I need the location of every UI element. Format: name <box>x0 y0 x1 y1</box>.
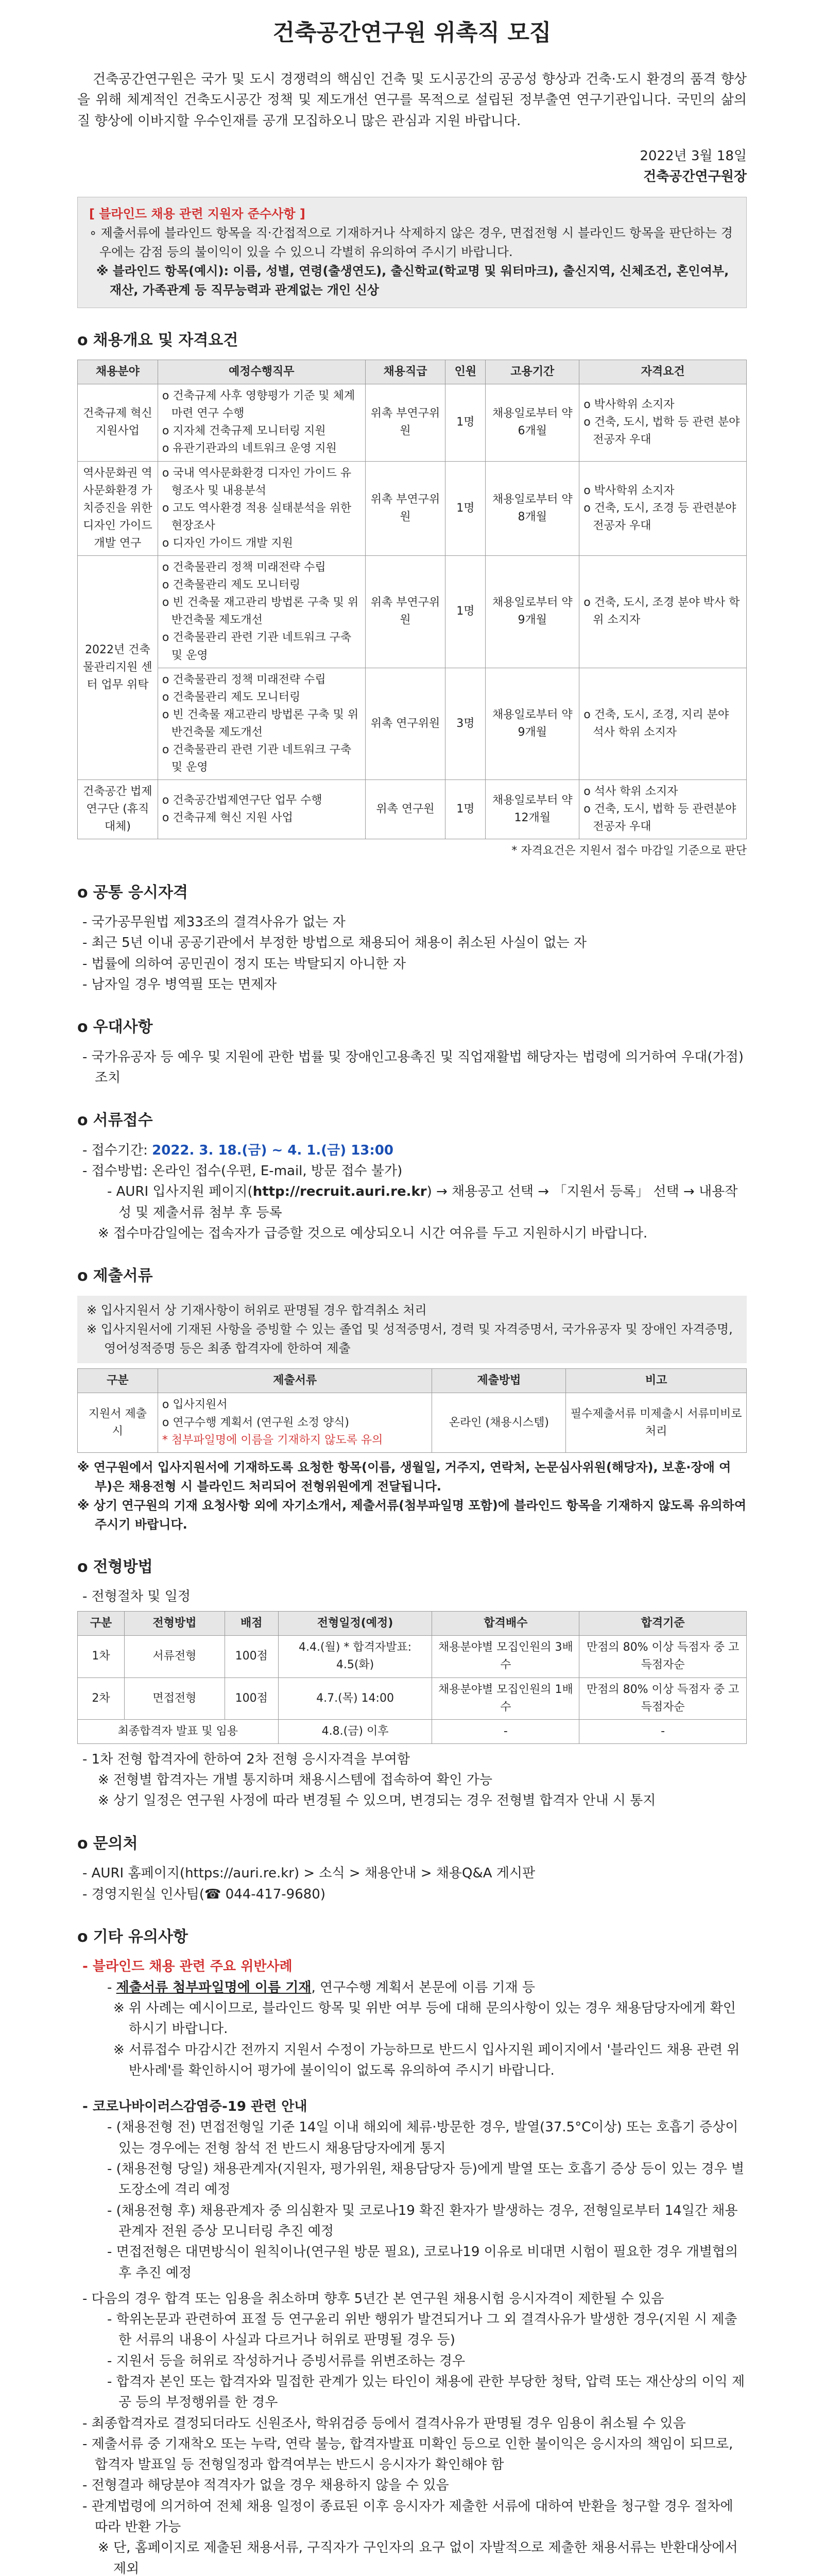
intro-paragraph: 건축공간연구원은 국가 및 도시 경쟁력의 핵심인 건축 및 도시공간의 공공성 향상과 건축·도시 환경의 품격 향상을 위해 체계적인 건축도시공간 정책 및 제도개선 연구를 목적으로 설립된 정부출연 연구기관입니다. 국민의 삶의 질 향상에 이바지할 우수인재를 공개 모집하오니 많은 관심과 지원 바랍니다. <box>77 72 747 129</box>
list-item: - (채용전형 당일) 채용관계자(지원자, 평가위원, 채용담당자 등)에게 발열 또는 호흡기 증상 등이 있는 경우 별도장소에 격리 예정 <box>107 2161 745 2198</box>
list-item: - 지원서 등을 허위로 작성하거나 증빙서류를 위변조하는 경우 <box>107 2353 466 2369</box>
section-title-preference: o 우대사항 <box>77 1018 153 1037</box>
table-row: 건축규제 혁신 지원사업 o 건축규제 사후 영향평가 기준 및 체계 마련 연구 수행 o 지자체 건축규제 모니터링 지원 o 유관기관과의 네트워크 운영 지원 위촉 부연구위원 1명 채용일로부터 약 6개월 o 박사학위 소지자 o 건축, 도시, 법학 등 관련 분야 전공자 우대 <box>78 384 747 461</box>
section-title-common: o 공통 응시자격 <box>77 883 188 902</box>
positions-table <box>77 360 747 839</box>
blind-warning-note: ※ 상기 연구원의 기재 요청사항 외에 자기소개서, 제출서류(첨부파일명 포함)에 블라인드 항목을 기재하지 않도록 유의하여 주시기 바랍니다. <box>77 1498 747 1532</box>
notice-date: 2022년 3월 18일 <box>640 148 747 164</box>
misc-list <box>77 1956 747 2576</box>
blind-items-note: ※ 블라인드 항목(예시): 이름, 성별, 연령(출생연도), 출신학교(학교명 및 워터마크), 출신지역, 신체조건, 혼인여부, 재산, 가족관계 등 직무능력과 관계없는 개인 신상 <box>96 264 729 298</box>
list-item: - 최근 5년 이내 공공기관에서 부정한 방법으로 채용되어 채용이 취소된 사실이 없는 자 <box>82 935 587 951</box>
blind-process-note: ※ 연구원에서 입사지원서에 기재하도록 요청한 항목(이름, 생월일, 거주지, 연락처, 논문심사위원(해당자), 보훈·장애 여부)은 채용전형 시 블라인드 처리되어 전형위원에게 전달됩니다. <box>77 1460 731 1494</box>
list-item: ※ 단, 홈페이지로 제출된 채용서류, 구직자가 구인자의 요구 없이 자발적으로 제출한 채용서류는 반환대상에서 제외 <box>98 2540 738 2576</box>
list-item: ※ 전형별 합격자는 개별 통지하며 채용시스템에 접속하여 확인 가능 <box>98 1772 493 1788</box>
reception-list <box>77 1140 747 1244</box>
table-row: 역사문화권 역사문화환경 가치증진을 위한 디자인 가이드 개발 연구 o 국내 역사문화환경 디자인 가이드 유형조사 및 내용분석 o 고도 역사환경 적용 실태분석을 위한 현장조사 o 디자인 가이드 개발 지원 위촉 부연구위원 1명 채용일로부터 약 8개월 o 박사학위 소지자 o 건축, 도시, 조경 등 관련분야 전공자 우대 <box>78 461 747 555</box>
blind-notice-text: ∘ 제출서류에 블라인드 항목을 직·간접적으로 기재하거나 삭제하지 않은 경우, 면접전형 시 블라인드 항목을 판단하는 경우에는 감점 등의 불이익이 있을 수 있으니 각별히 유의하여 주시기 바랍니다. <box>89 225 733 260</box>
positions-table-header: 채용분야 예정수행직무 채용직급 인원 고용기간 자격요건 <box>78 360 747 384</box>
list-item: - 면접전형은 대면방식이 원칙이나(연구원 방문 필요), 코로나19 이유로 비대면 시험이 필요한 경우 개별협의 후 추진 예정 <box>107 2244 739 2281</box>
list-item: - 관계법령에 의거하여 전체 채용 일정이 종료된 이후 응시자가 제출한 서류에 대하여 반환을 청구할 경우 절차에 따라 반환 가능 <box>82 2498 733 2535</box>
list-item: - 전형결과 해당분야 적격자가 없을 경우 채용하지 않을 수 있음 <box>82 2478 449 2494</box>
qualification-note: * 자격요건은 지원서 접수 마감일 기준으로 판단 <box>511 844 747 858</box>
recruit-site-link[interactable]: http://recruit.auri.re.kr <box>252 1184 427 1200</box>
blind-notice-box <box>77 197 747 308</box>
list-item: ※ 위 사례는 예시이므로, 블라인드 항목 및 위반 여부 등에 대해 문의사항이 있는 경우 채용담당자에게 확인하시기 바랍니다. <box>113 2000 736 2037</box>
list-item: - 남자일 경우 병역필 또는 면제자 <box>82 976 277 992</box>
selection-table: 구분 전형방법 배점 전형일정(예정) 합격배수 합격기준 1차 서류전형 100점 4.4.(월) * 합격자발표: 4.5(화) 채용분야별 모집인원의 3배수 만점의 80% 이상 득점자 중 고득점자순 2차 면접전형 100점 4.7.(목) 14:00 채용분야별 모집인원의 1배수 만점의 80% 이상 득점자 중 고득점자순 최종합격자 발표 및 임용 4.8.(금) 이후 - - <box>77 1611 747 1744</box>
blind-violation-heading: - 블라인드 채용 관련 주요 위반사례 <box>82 1959 293 1975</box>
section-bullet: o <box>77 331 88 349</box>
list-item: - 다음의 경우 합격 또는 임용을 취소하며 향후 5년간 본 연구원 채용시험 응시자격이 제한될 수 있음 <box>82 2291 664 2307</box>
list-item: - 제출서류 중 기재착오 또는 누락, 연락 불능, 합격자발표 미확인 등으로 인한 불이익은 응시자의 책임이 되므로, 합격자 발표일 등 전형일정과 합격여부는 반드시 응시자가 확인해야 함 <box>82 2436 733 2473</box>
list-item: ※ 서류접수 마감시간 전까지 지원서 수정이 가능하므로 반드시 입사지원 페이지에서 '블라인드 채용 관련 위반사례'를 확인하시어 평가에 불이익이 없도록 유의하여 주시기 바랍니다. <box>113 2042 740 2078</box>
covid-heading: - 코로나바이러스감염증-19 관련 안내 <box>82 2099 307 2115</box>
selection-intro: - 전형절차 및 일정 <box>82 1589 191 1604</box>
list-item: - 국가공무원법 제33조의 결격사유가 없는 자 <box>82 914 346 930</box>
section-title-overview: o 채용개요 및 자격요건 <box>77 331 238 349</box>
page-title: 건축공간연구원 위촉직 모집 <box>272 20 552 46</box>
section-title-reception: o 서류접수 <box>77 1111 153 1130</box>
table-row: o 건축물관리 정책 미래전략 수립 o 건축물관리 제도 모니터링 o 빈 건축물 재고관리 방법론 구축 및 위반건축물 제도개선 o 건축물관리 관련 기관 네트워크 구축 및 운영 위촉 연구위원 3명 채용일로부터 약 9개월 o 건축, 도시, 조경, 지리 분야 석사 학위 소지자 <box>78 668 747 780</box>
section-title-documents: o 제출서류 <box>77 1267 153 1285</box>
reception-period: - 접수기간: 2022. 3. 18.(금) ~ 4. 1.(금) 13:00 <box>82 1142 393 1158</box>
list-item: - 학위논문과 관련하여 표절 등 연구윤리 위반 행위가 발견되거나 그 외 결격사유가 발생한 경우(지원 시 제출한 서류의 내용이 사실과 다르거나 허위로 판명될 경우 등) <box>107 2312 737 2348</box>
contact-list <box>77 1863 747 1905</box>
list-item: ※ 상기 일정은 연구원 사정에 따라 변경될 수 있으며, 변경되는 경우 전형별 합격자 안내 시 통지 <box>98 1793 656 1809</box>
reception-note: ※ 접수마감일에는 접속자가 급증할 것으로 예상되오니 시간 여유를 두고 지원하시기 바랍니다. <box>98 1226 648 1242</box>
documents-notice-box: ※ 입사지원서 상 기재사항이 허위로 판명될 경우 합격취소 처리 ※ 입사지원서에 기재된 사항을 증빙할 수 있는 졸업 및 성적증명서, 경력 및 자격증명서, 국가유공자 및 장애인 자격증명, 영어성적증명 등은 최종 합격자에 한하여 제출 <box>77 1296 747 1364</box>
table-row: 2차 면접전형 100점 4.7.(목) 14:00 채용분야별 모집인원의 1배수 만점의 80% 이상 득점자 중 고득점자순 <box>78 1677 747 1719</box>
reception-method: - 접수방법: 온라인 접수(우편, E-mail, 방문 접수 불가) <box>82 1163 403 1179</box>
section-title-contact: o 문의처 <box>77 1834 138 1853</box>
preference-text: - 국가유공자 등 예우 및 지원에 관한 법률 및 장애인고용촉진 및 직업재활법 해당자는 법령에 의거하여 우대(가점) 조치 <box>82 1049 744 1086</box>
table-row: 최종합격자 발표 및 임용 4.8.(금) 이후 - - <box>78 1719 747 1743</box>
reception-auri-steps: - AURI 입사지원 페이지(http://recruit.auri.re.kr) → 채용공고 선택 → 「지원서 등록」 선택 → 내용작성 및 제출서류 첨부 후 등록 <box>107 1184 738 1221</box>
list-item: - 합격자 본인 또는 합격자와 밀접한 관계가 있는 타인이 채용에 관한 부당한 청탁, 압력 또는 재산상의 이익 제공 등의 부정행위를 한 경우 <box>107 2374 745 2411</box>
list-item: - 최종합격자로 결정되더라도 신원조사, 학위검증 등에서 결격사유가 판명될 경우 임용이 취소될 수 있음 <box>82 2415 686 2431</box>
list-item: - (채용전형 전) 면접전형일 기준 14일 이내 해외에 체류·방문한 경우, 발열(37.5°C이상) 또는 호흡기 증상이 있는 경우에는 전형 참석 전 반드시 채용담당자에게 통지 <box>107 2120 739 2156</box>
notice-org: 건축공간연구원장 <box>643 169 747 185</box>
section-title-selection: o 전형방법 <box>77 1557 153 1576</box>
section-title-misc: o 기타 유의사항 <box>77 1927 188 1946</box>
common-requirements-list <box>77 912 747 995</box>
table-row: 2022년 건축물관리지원 센터 업무 위탁 o 건축물관리 정책 미래전략 수립 o 건축물관리 제도 모니터링 o 빈 건축물 재고관리 방법론 구축 및 위반건축물 제도개선 o 건축물관리 관련 기관 네트워크 구축 및 운영 위촉 부연구위원 1명 채용일로부터 약 9개월 o 건축, 도시, 조경 분야 박사 학위 소지자 <box>78 556 747 668</box>
blind-notice-title: [ 블라인드 채용 관련 지원자 준수사항 ] <box>89 206 305 221</box>
documents-table: 구분 제출서류 제출방법 비고 지원서 제출 시 o 입사지원서 o 연구수행 계획서 (연구원 소정 양식) * 첨부파일명에 이름을 기재하지 않도록 유의 온라인 (채용시스템) 필수제출서류 미제출시 서류미비로 처리 <box>77 1368 747 1452</box>
list-item: - 1차 전형 합격자에 한하여 2차 전형 응시자격을 부여함 <box>82 1751 410 1767</box>
table-row: 건축공간 법제연구단 (휴직대체) o 건축공간법제연구단 업무 수행 o 건축규제 혁신 지원 사업 위촉 연구원 1명 채용일로부터 약 12개월 o 석사 학위 소지자 o 건축, 도시, 법학 등 관련분야 전공자 우대 <box>78 780 747 839</box>
list-item: - 제출서류 첨부파일명에 이름 기재, 연구수행 계획서 본문에 이름 기재 등 <box>107 1979 536 1995</box>
list-item: - (채용전형 후) 채용관계자 중 의심환자 및 코로나19 확진 환자가 발생하는 경우, 전형일로부터 14일간 채용관계자 전원 증상 모니터링 추진 예정 <box>107 2202 738 2239</box>
table-row: 1차 서류전형 100점 4.4.(월) * 합격자발표: 4.5(화) 채용분야별 모집인원의 3배수 만점의 80% 이상 득점자 중 고득점자순 <box>78 1636 747 1677</box>
list-item: - 법률에 의하여 공민권이 정지 또는 박탈되지 아니한 자 <box>82 956 406 972</box>
contact-homepage: - AURI 홈페이지(https://auri.re.kr) > 소식 > 채용안내 > 채용Q&A 게시판 <box>82 1866 536 1882</box>
table-row: 지원서 제출 시 o 입사지원서 o 연구수행 계획서 (연구원 소정 양식) * 첨부파일명에 이름을 기재하지 않도록 유의 온라인 (채용시스템) 필수제출서류 미제출시 서류미비로 처리 <box>78 1393 747 1452</box>
contact-phone: - 경영지원실 인사팀(☎ 044-417-9680) <box>82 1886 325 1902</box>
